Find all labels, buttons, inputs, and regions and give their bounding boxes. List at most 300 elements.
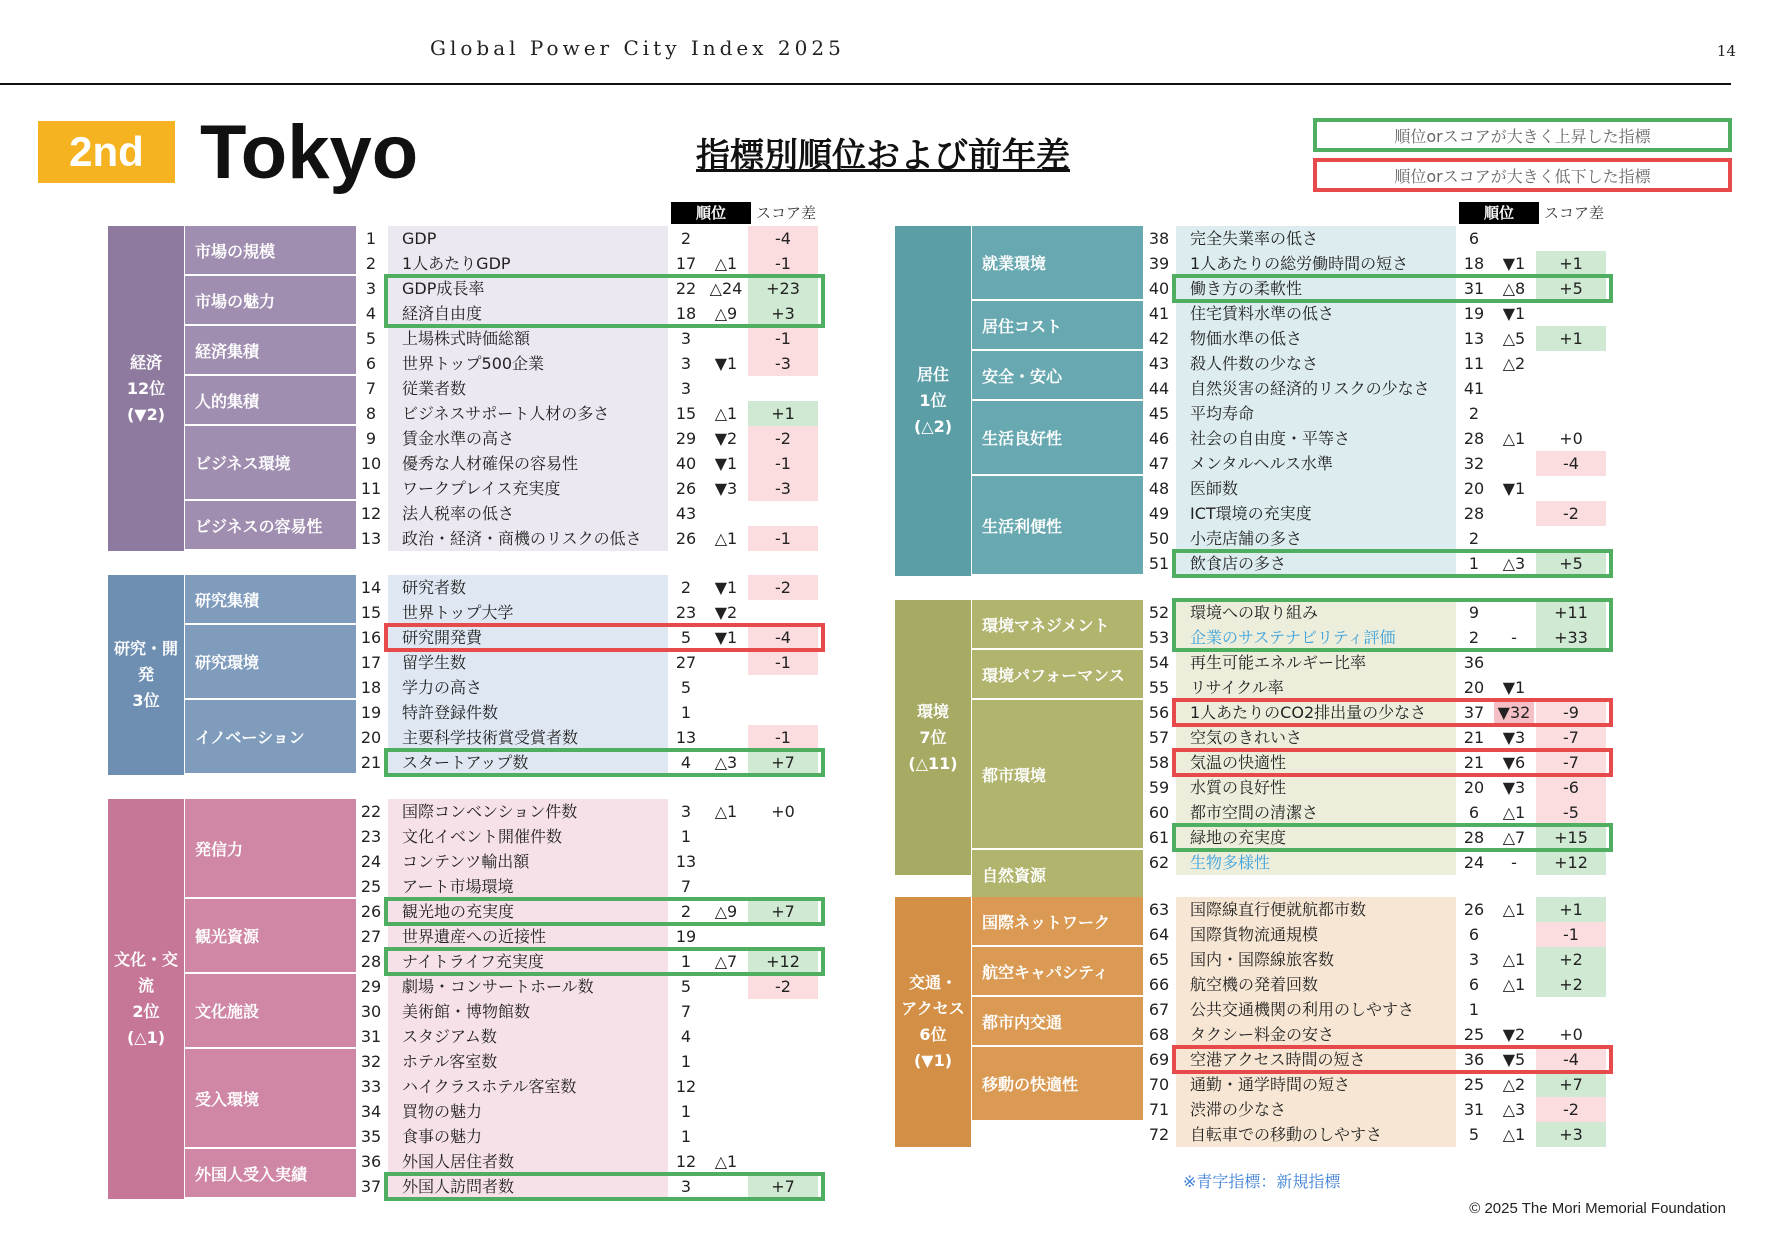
category-economy	[108, 226, 184, 551]
indicator-score-diff: -1	[748, 251, 818, 276]
indicator-name: GDP成長率	[388, 276, 668, 301]
indicator-name: ホテル客室数	[388, 1049, 668, 1074]
indicator-rank: 19	[675, 927, 697, 946]
table-row	[1146, 551, 1616, 576]
indicator-number: 17	[360, 653, 382, 672]
header-rule	[0, 83, 1731, 85]
indicator-rank-change: ▼1	[714, 578, 738, 597]
indicator-rank-change: △1	[1502, 900, 1526, 919]
indicator-rank: 6	[1468, 229, 1480, 248]
indicator-name: 社会の自由度・平等さ	[1176, 426, 1456, 451]
indicator-name: 飲食店の多さ	[1176, 551, 1456, 576]
indicator-rank: 22	[675, 279, 697, 298]
table-row	[1146, 1072, 1616, 1097]
indicator-rank: 19	[1463, 304, 1485, 323]
indicator-number: 30	[360, 1002, 382, 1021]
table-row	[1146, 850, 1616, 875]
table-row	[1146, 775, 1616, 800]
indicator-rank-change: ▼1	[1502, 304, 1526, 323]
indicator-rank: 28	[1463, 504, 1485, 523]
indicator-score-diff: +23	[748, 276, 818, 301]
indicator-rank-change: △7	[1502, 828, 1526, 847]
indicator-score-diff: +3	[1536, 1122, 1606, 1147]
indicator-number: 3	[365, 279, 377, 298]
indicator-rank-change: △2	[1502, 354, 1526, 373]
category-rank: 12位	[126, 378, 166, 398]
indicator-name: 水質の良好性	[1176, 775, 1456, 800]
indicator-number: 70	[1148, 1075, 1170, 1094]
subcategory-label: 市場の魅力	[185, 276, 356, 326]
indicator-number: 55	[1148, 678, 1170, 697]
indicator-rank: 26	[675, 529, 697, 548]
subcategory-label: 都市環境	[972, 700, 1143, 850]
indicator-rank: 2	[680, 578, 692, 597]
table-row	[1146, 1122, 1616, 1147]
subcategory-label: 移動の快適性	[972, 1047, 1143, 1122]
indicator-score-diff: +7	[1536, 1072, 1606, 1097]
table-row	[358, 376, 828, 401]
indicator-rank: 18	[1463, 254, 1485, 273]
indicator-name: 空港アクセス時間の短さ	[1176, 1047, 1456, 1072]
indicator-name: 賃金水準の高さ	[388, 426, 668, 451]
category-culture	[108, 799, 184, 1199]
indicator-rank: 1	[680, 1127, 692, 1146]
indicator-number: 12	[360, 504, 382, 523]
indicator-number: 1	[365, 229, 377, 248]
indicator-score-diff: -1	[1536, 922, 1606, 947]
indicator-rank-change: △1	[1502, 975, 1526, 994]
indicator-name: 政治・経済・商機のリスクの低さ	[388, 526, 668, 551]
indicator-number: 11	[360, 479, 382, 498]
indicator-name: 経済自由度	[388, 301, 668, 326]
category-rank-change: (▼1)	[913, 1051, 953, 1070]
indicator-number: 64	[1148, 925, 1170, 944]
indicator-score-diff: +5	[1536, 551, 1606, 576]
indicator-rank: 26	[675, 479, 697, 498]
indicator-name: アート市場環境	[388, 874, 668, 899]
indicator-rank: 2	[680, 229, 692, 248]
indicator-rank: 23	[675, 603, 697, 622]
indicator-number: 31	[360, 1027, 382, 1046]
indicator-number: 54	[1148, 653, 1170, 672]
indicator-name: 緑地の充実度	[1176, 825, 1456, 850]
indicator-number: 4	[365, 304, 377, 323]
indicator-name: 医師数	[1176, 476, 1456, 501]
table-row	[358, 476, 828, 501]
indicator-number: 25	[360, 877, 382, 896]
indicator-score-diff: -1	[748, 526, 818, 551]
indicator-number: 21	[360, 753, 382, 772]
table-row	[1146, 625, 1616, 650]
indicator-name: 1人あたりのCO2排出量の少なさ	[1176, 700, 1456, 725]
category-rank: 3位	[132, 691, 160, 710]
indicator-rank-change: △8	[1502, 279, 1526, 298]
indicator-name: 働き方の柔軟性	[1176, 276, 1456, 301]
indicator-score-diff: +1	[748, 401, 818, 426]
indicator-rank-change: ▼32	[1494, 700, 1534, 725]
indicator-rank: 27	[675, 653, 697, 672]
table-row	[358, 675, 828, 700]
indicator-number: 7	[365, 379, 377, 398]
indicator-rank: 25	[1463, 1025, 1485, 1044]
copyright: © 2025 The Mori Memorial Foundation	[1469, 1200, 1726, 1217]
indicator-rank: 31	[1463, 279, 1485, 298]
indicator-score-diff: -2	[748, 974, 818, 999]
indicator-name: GDP	[388, 226, 668, 251]
indicator-rank-change: △7	[714, 952, 738, 971]
indicator-name: 上場株式時価総額	[388, 326, 668, 351]
indicator-number: 63	[1148, 900, 1170, 919]
indicator-rank: 3	[1468, 950, 1480, 969]
table-row	[358, 326, 828, 351]
subcategory-label: 生活利便性	[972, 476, 1143, 576]
indicator-number: 62	[1148, 853, 1170, 872]
subcategory-label: 受入環境	[185, 1049, 356, 1149]
table-row	[1146, 251, 1616, 276]
indicator-rank: 4	[680, 1027, 692, 1046]
table-row	[358, 1049, 828, 1074]
table-row	[1146, 650, 1616, 675]
indicator-rank: 31	[1463, 1100, 1485, 1119]
indicator-rank: 3	[680, 802, 692, 821]
indicator-name: 外国人居住者数	[388, 1149, 668, 1174]
indicator-score-diff: +33	[1536, 625, 1606, 650]
indicator-rank: 25	[1463, 1075, 1485, 1094]
table-row	[1146, 897, 1616, 922]
indicator-name: 都市空間の清潔さ	[1176, 800, 1456, 825]
indicator-rank: 13	[675, 852, 697, 871]
indicator-name: リサイクル率	[1176, 675, 1456, 700]
indicator-number: 49	[1148, 504, 1170, 523]
indicator-number: 8	[365, 404, 377, 423]
indicator-rank-change: △1	[714, 404, 738, 423]
table-row	[1146, 401, 1616, 426]
indicator-name: 買物の魅力	[388, 1099, 668, 1124]
category-rank-change: (△2)	[913, 417, 953, 436]
subcategory-label: 観光資源	[185, 899, 356, 974]
subcategory-label: 都市内交通	[972, 997, 1143, 1047]
indicator-rank: 2	[1468, 529, 1480, 548]
indicator-rank: 3	[680, 379, 692, 398]
indicator-number: 26	[360, 902, 382, 921]
indicator-score-diff: +1	[1536, 251, 1606, 276]
indicator-name: ICT環境の充実度	[1176, 501, 1456, 526]
indicator-rank: 3	[680, 1177, 692, 1196]
subcategory-label: 環境マネジメント	[972, 600, 1143, 650]
category-rank: 7位	[919, 727, 947, 747]
indicator-rank-change: △1	[1502, 1125, 1526, 1144]
table-row	[1146, 972, 1616, 997]
indicator-number: 43	[1148, 354, 1170, 373]
indicator-rank-change: △1	[714, 1152, 738, 1171]
table-row	[358, 750, 828, 775]
indicator-number: 24	[360, 852, 382, 871]
indicator-rank-change: ▼2	[1502, 1025, 1526, 1044]
indicator-rank-change: ▼1	[714, 354, 738, 373]
indicator-score-diff: +12	[748, 949, 818, 974]
indicator-name: 研究開発費	[388, 625, 668, 650]
table-row	[358, 874, 828, 899]
indicator-rank: 13	[675, 728, 697, 747]
indicator-number: 72	[1148, 1125, 1170, 1144]
table-row	[1146, 426, 1616, 451]
indicator-rank-change: △3	[1502, 1100, 1526, 1119]
category-name: 研究・開発	[114, 639, 179, 684]
indicator-rank: 18	[675, 304, 697, 323]
indicator-number: 53	[1148, 628, 1170, 647]
table-row	[1146, 526, 1616, 551]
category-rank-change: (▼2)	[126, 404, 166, 424]
indicator-number: 42	[1148, 329, 1170, 348]
indicator-number: 34	[360, 1102, 382, 1121]
indicator-rank-change: △1	[1502, 950, 1526, 969]
indicator-number: 18	[360, 678, 382, 697]
indicator-name: 従業者数	[388, 376, 668, 401]
subcategory-label: ビジネスの容易性	[185, 501, 356, 551]
indicator-name: 自転車での移動のしやすさ	[1176, 1122, 1456, 1147]
diff-column-header-left: スコア差	[755, 204, 816, 222]
indicator-rank: 2	[1468, 628, 1480, 647]
indicator-rank: 21	[1463, 753, 1485, 772]
table-row	[1146, 351, 1616, 376]
subcategory-label: 就業環境	[972, 226, 1143, 301]
indicator-score-diff: -7	[1536, 725, 1606, 750]
indicator-rank-change: △24	[709, 279, 743, 298]
table-row	[358, 600, 828, 625]
indicator-name: 通勤・通学時間の短さ	[1176, 1072, 1456, 1097]
table-row	[1146, 476, 1616, 501]
indicator-rank-change: ▼3	[1502, 728, 1526, 747]
indicator-name: 完全失業率の低さ	[1176, 226, 1456, 251]
indicator-score-diff: -1	[748, 725, 818, 750]
indicator-number: 13	[360, 529, 382, 548]
indicator-rank: 9	[1468, 603, 1480, 622]
indicator-score-diff: -3	[748, 476, 818, 501]
subcategory-label: 発信力	[185, 799, 356, 899]
category-livability	[895, 226, 971, 576]
indicator-name: 自然災害の経済的リスクの少なさ	[1176, 376, 1456, 401]
indicator-name: ナイトライフ充実度	[388, 949, 668, 974]
page-number: 14	[1716, 42, 1736, 60]
table-row	[1146, 451, 1616, 476]
indicator-rank-change: △3	[714, 753, 738, 772]
category-environment	[895, 600, 971, 875]
indicator-name: 世界遺産への近接性	[388, 924, 668, 949]
indicator-rank: 24	[1463, 853, 1485, 872]
indicator-rank: 3	[680, 354, 692, 373]
indicator-rank: 2	[1468, 404, 1480, 423]
indicator-rank: 5	[680, 628, 692, 647]
subcategory-label: イノベーション	[185, 700, 356, 775]
table-row	[358, 1124, 828, 1149]
indicator-number: 59	[1148, 778, 1170, 797]
subcategory-label: 研究集積	[185, 575, 356, 625]
subcategory-label: 国際ネットワーク	[972, 897, 1143, 947]
rank-column-header-left: 順位	[671, 202, 751, 224]
indicator-name: 再生可能エネルギー比率	[1176, 650, 1456, 675]
table-row	[358, 625, 828, 650]
indicator-rank: 2	[680, 902, 692, 921]
table-row	[1146, 376, 1616, 401]
indicator-name: 食事の魅力	[388, 1124, 668, 1149]
indicator-score-diff: -4	[1536, 451, 1606, 476]
indicator-rank-change: △1	[1502, 803, 1526, 822]
indicator-score-diff: +15	[1536, 825, 1606, 850]
indicator-rank-change: ▼1	[1502, 479, 1526, 498]
indicator-number: 56	[1148, 703, 1170, 722]
indicator-name: 国際貨物流通規模	[1176, 922, 1456, 947]
indicator-name: 空気のきれいさ	[1176, 725, 1456, 750]
table-row	[358, 226, 828, 251]
table-row	[1146, 750, 1616, 775]
table-row	[1146, 675, 1616, 700]
indicator-number: 52	[1148, 603, 1170, 622]
indicator-number: 9	[365, 429, 377, 448]
indicator-number: 45	[1148, 404, 1170, 423]
indicator-rank: 11	[1463, 354, 1485, 373]
indicator-score-diff: +7	[748, 1174, 818, 1199]
indicator-name: 法人税率の低さ	[388, 501, 668, 526]
indicator-number: 40	[1148, 279, 1170, 298]
indicator-rank-change: ▼5	[1502, 1050, 1526, 1069]
table-row	[358, 575, 828, 600]
indicator-rank-change: △5	[1502, 329, 1526, 348]
indicator-rank: 20	[1463, 678, 1485, 697]
indicator-rank: 15	[675, 404, 697, 423]
indicator-name: 気温の快適性	[1176, 750, 1456, 775]
indicator-name: 留学生数	[388, 650, 668, 675]
indicator-score-diff: -9	[1536, 700, 1606, 725]
indicator-number: 29	[360, 977, 382, 996]
indicator-name: スタートアップ数	[388, 750, 668, 775]
table-row	[1146, 997, 1616, 1022]
indicator-rank: 6	[1468, 803, 1480, 822]
category-rank: 6位	[919, 1025, 947, 1044]
indicator-rank-change: ▼2	[714, 603, 738, 622]
indicator-name: 外国人訪問者数	[388, 1174, 668, 1199]
category-rank: 2位	[132, 1002, 160, 1021]
table-row	[358, 1149, 828, 1174]
category-name: 交通・アクセス	[901, 973, 965, 1018]
table-row	[358, 849, 828, 874]
indicator-rank: 37	[1463, 703, 1485, 722]
legend-up: 順位orスコアが大きく上昇した指標	[1313, 118, 1732, 152]
city-name: Tokyo	[200, 110, 419, 195]
category-name: 居住	[916, 365, 949, 384]
indicator-name: タクシー料金の安さ	[1176, 1022, 1456, 1047]
table-row	[358, 1099, 828, 1124]
indicator-score-diff: -1	[748, 451, 818, 476]
table-row	[358, 526, 828, 551]
indicator-number: 2	[365, 254, 377, 273]
indicator-rank: 1	[680, 1102, 692, 1121]
indicator-rank: 7	[680, 1002, 692, 1021]
indicator-rank: 4	[680, 753, 692, 772]
indicator-number: 15	[360, 603, 382, 622]
indicator-name: 観光地の充実度	[388, 899, 668, 924]
table-row	[358, 799, 828, 824]
indicator-rank-change: -	[1511, 853, 1517, 872]
table-row	[1146, 825, 1616, 850]
indicator-name: 研究者数	[388, 575, 668, 600]
indicator-number: 60	[1148, 803, 1170, 822]
table-row	[1146, 922, 1616, 947]
indicator-score-diff: -2	[748, 575, 818, 600]
table-row	[358, 251, 828, 276]
diff-column-header-right: スコア差	[1543, 204, 1604, 222]
subcategory-label: 生活良好性	[972, 401, 1143, 476]
table-row	[1146, 700, 1616, 725]
indicator-number: 66	[1148, 975, 1170, 994]
table-row	[1146, 600, 1616, 625]
indicator-score-diff: +7	[748, 750, 818, 775]
indicator-number: 69	[1148, 1050, 1170, 1069]
indicator-number: 37	[360, 1177, 382, 1196]
indicator-score-diff: -1	[748, 650, 818, 675]
indicator-score-diff: +2	[1536, 947, 1606, 972]
indicator-rank: 43	[675, 504, 697, 523]
indicator-number: 23	[360, 827, 382, 846]
indicator-score-diff: +0	[1559, 1025, 1583, 1044]
indicator-rank-change: ▼2	[714, 429, 738, 448]
indicator-name: 住宅賃料水準の低さ	[1176, 301, 1456, 326]
indicator-score-diff: -1	[748, 326, 818, 351]
category-name: 環境	[916, 701, 949, 721]
indicator-rank-change: -	[1511, 628, 1517, 647]
indicator-rank: 28	[1463, 828, 1485, 847]
indicator-rank: 20	[1463, 778, 1485, 797]
indicator-name: 殺人件数の少なさ	[1176, 351, 1456, 376]
indicator-rank-change: △3	[1502, 554, 1526, 573]
subcategory-label: 居住コスト	[972, 301, 1143, 351]
indicator-name: 主要科学技術賞受賞者数	[388, 725, 668, 750]
indicator-rank: 1	[680, 703, 692, 722]
indicator-number: 14	[360, 578, 382, 597]
indicator-name: 学力の高さ	[388, 675, 668, 700]
indicator-score-diff: -4	[748, 625, 818, 650]
table-row	[358, 401, 828, 426]
category-access	[895, 897, 971, 1147]
table-row	[1146, 226, 1616, 251]
indicator-name: 航空機の発着回数	[1176, 972, 1456, 997]
subcategory-label: 人的集積	[185, 376, 356, 426]
indicator-name: ハイクラスホテル客室数	[388, 1074, 668, 1099]
indicator-rank-change: △2	[1502, 1075, 1526, 1094]
indicator-rank: 28	[1463, 429, 1485, 448]
indicator-name: 世界トップ大学	[388, 600, 668, 625]
indicator-rank-change: ▼1	[1502, 678, 1526, 697]
indicator-name: 平均寿命	[1176, 401, 1456, 426]
indicator-rank: 1	[680, 952, 692, 971]
table-row	[358, 276, 828, 301]
indicator-number: 27	[360, 927, 382, 946]
indicator-name: 環境への取り組み	[1176, 600, 1456, 625]
indicator-score-diff: +2	[1536, 972, 1606, 997]
indicator-rank-change: ▼1	[714, 454, 738, 473]
indicator-rank: 36	[1463, 653, 1485, 672]
indicator-rank: 1	[1468, 554, 1480, 573]
indicator-rank: 5	[680, 678, 692, 697]
indicator-rank-change: △1	[714, 254, 738, 273]
table-row	[358, 426, 828, 451]
indicator-rank-change: ▼1	[1502, 254, 1526, 273]
indicator-name: 国内・国際線旅客数	[1176, 947, 1456, 972]
indicator-number: 38	[1148, 229, 1170, 248]
indicator-score-diff: -4	[748, 226, 818, 251]
indicator-name: 生物多様性	[1176, 850, 1456, 875]
indicator-rank: 3	[680, 329, 692, 348]
indicator-score-diff: +5	[1536, 276, 1606, 301]
